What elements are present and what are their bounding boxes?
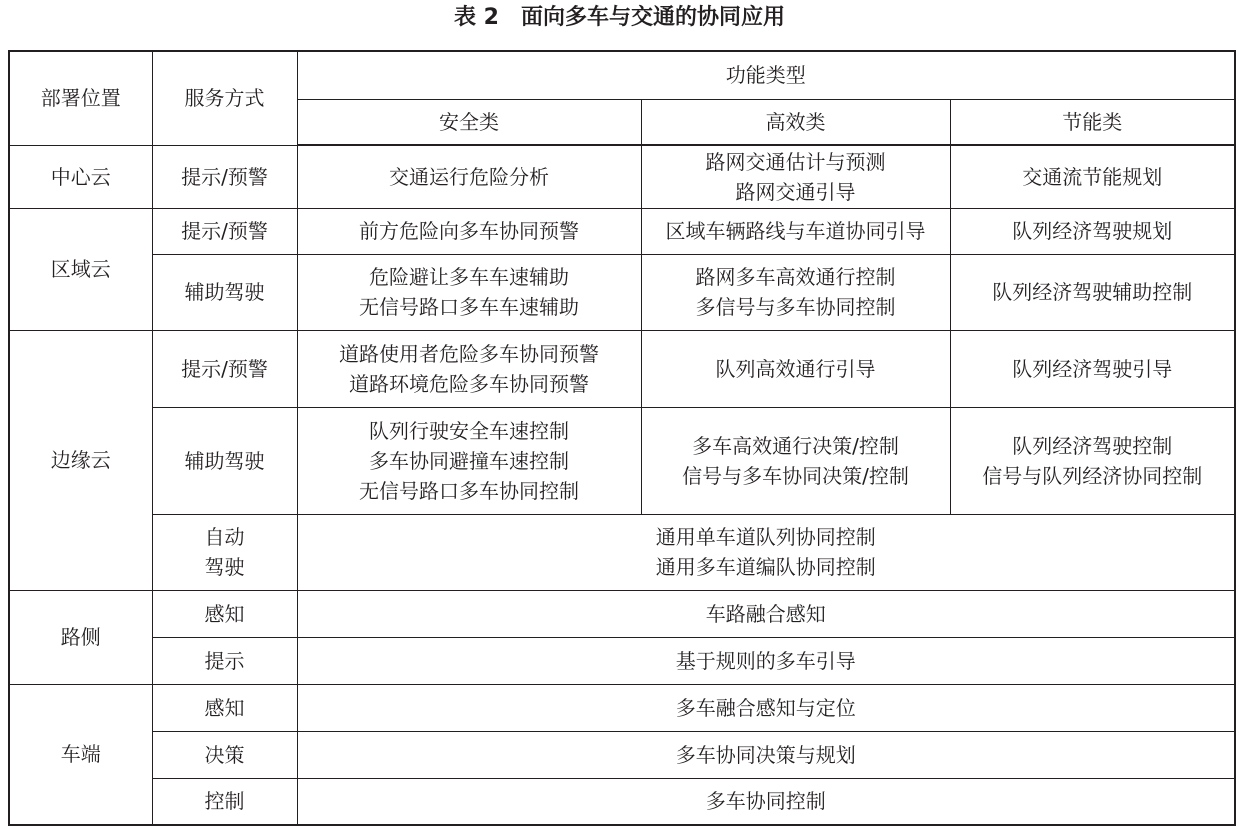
applications-table [8, 50, 1236, 826]
table-row [9, 731, 1235, 778]
table-row [9, 637, 1235, 684]
safety-cell: 危险避让多车车速辅助 无信号路口多车车速辅助 [297, 254, 641, 330]
merged-function-cell: 多车协同控制 [297, 778, 1235, 825]
safety-cell: 前方危险向多车协同预警 [297, 208, 641, 254]
table-row [9, 208, 1235, 254]
merged-function-cell: 多车融合感知与定位 [297, 684, 1235, 731]
deployment-cell: 路侧 [9, 590, 152, 684]
header-energy: 节能类 [950, 99, 1235, 145]
merged-function-cell: 通用单车道队列协同控制 通用多车道编队协同控制 [297, 514, 1235, 590]
header-efficiency: 高效类 [641, 99, 950, 145]
safety-cell: 交通运行危险分析 [297, 145, 641, 208]
energy-cell: 队列经济驾驶引导 [950, 330, 1235, 407]
energy-cell: 队列经济驾驶辅助控制 [950, 254, 1235, 330]
merged-function-cell: 基于规则的多车引导 [297, 637, 1235, 684]
efficiency-cell: 区域车辆路线与车道协同引导 [641, 208, 950, 254]
table-row [9, 330, 1235, 407]
deployment-cell: 区域云 [9, 208, 152, 330]
safety-cell: 队列行驶安全车速控制 多车协同避撞车速控制 无信号路口多车协同控制 [297, 407, 641, 514]
safety-cell: 道路使用者危险多车协同预警 道路环境危险多车协同预警 [297, 330, 641, 407]
deployment-cell: 车端 [9, 684, 152, 825]
service-cell: 提示 [152, 637, 297, 684]
service-cell: 提示/预警 [152, 208, 297, 254]
table-row [9, 514, 1235, 590]
energy-cell: 交通流节能规划 [950, 145, 1235, 208]
header-function-type: 功能类型 [297, 51, 1235, 99]
service-cell: 提示/预警 [152, 145, 297, 208]
merged-function-cell: 车路融合感知 [297, 590, 1235, 637]
table-row [9, 254, 1235, 330]
service-cell: 提示/预警 [152, 330, 297, 407]
energy-cell: 队列经济驾驶控制 信号与队列经济协同控制 [950, 407, 1235, 514]
merged-function-cell: 多车协同决策与规划 [297, 731, 1235, 778]
table-row [9, 407, 1235, 514]
efficiency-cell: 路网多车高效通行控制 多信号与多车协同控制 [641, 254, 950, 330]
deployment-cell: 中心云 [9, 145, 152, 208]
header-service: 服务方式 [152, 51, 297, 145]
service-cell: 决策 [152, 731, 297, 778]
header-row-1 [9, 51, 1235, 99]
table-row [9, 684, 1235, 731]
table-title: 面向多车与交通的协同应用 [520, 5, 785, 30]
energy-cell: 队列经济驾驶规划 [950, 208, 1235, 254]
service-cell: 自动 驾驶 [152, 514, 297, 590]
table-number: 表 2 [454, 5, 499, 30]
table-caption [0, 4, 1239, 32]
service-cell: 辅助驾驶 [152, 254, 297, 330]
header-deployment: 部署位置 [9, 51, 152, 145]
deployment-cell: 边缘云 [9, 330, 152, 590]
service-cell: 感知 [152, 590, 297, 637]
table-row [9, 145, 1235, 208]
service-cell: 辅助驾驶 [152, 407, 297, 514]
efficiency-cell: 队列高效通行引导 [641, 330, 950, 407]
service-cell: 感知 [152, 684, 297, 731]
efficiency-cell: 路网交通估计与预测 路网交通引导 [641, 145, 950, 208]
service-cell: 控制 [152, 778, 297, 825]
efficiency-cell: 多车高效通行决策/控制 信号与多车协同决策/控制 [641, 407, 950, 514]
header-safety: 安全类 [297, 99, 641, 145]
table-row [9, 590, 1235, 637]
table-row [9, 778, 1235, 825]
